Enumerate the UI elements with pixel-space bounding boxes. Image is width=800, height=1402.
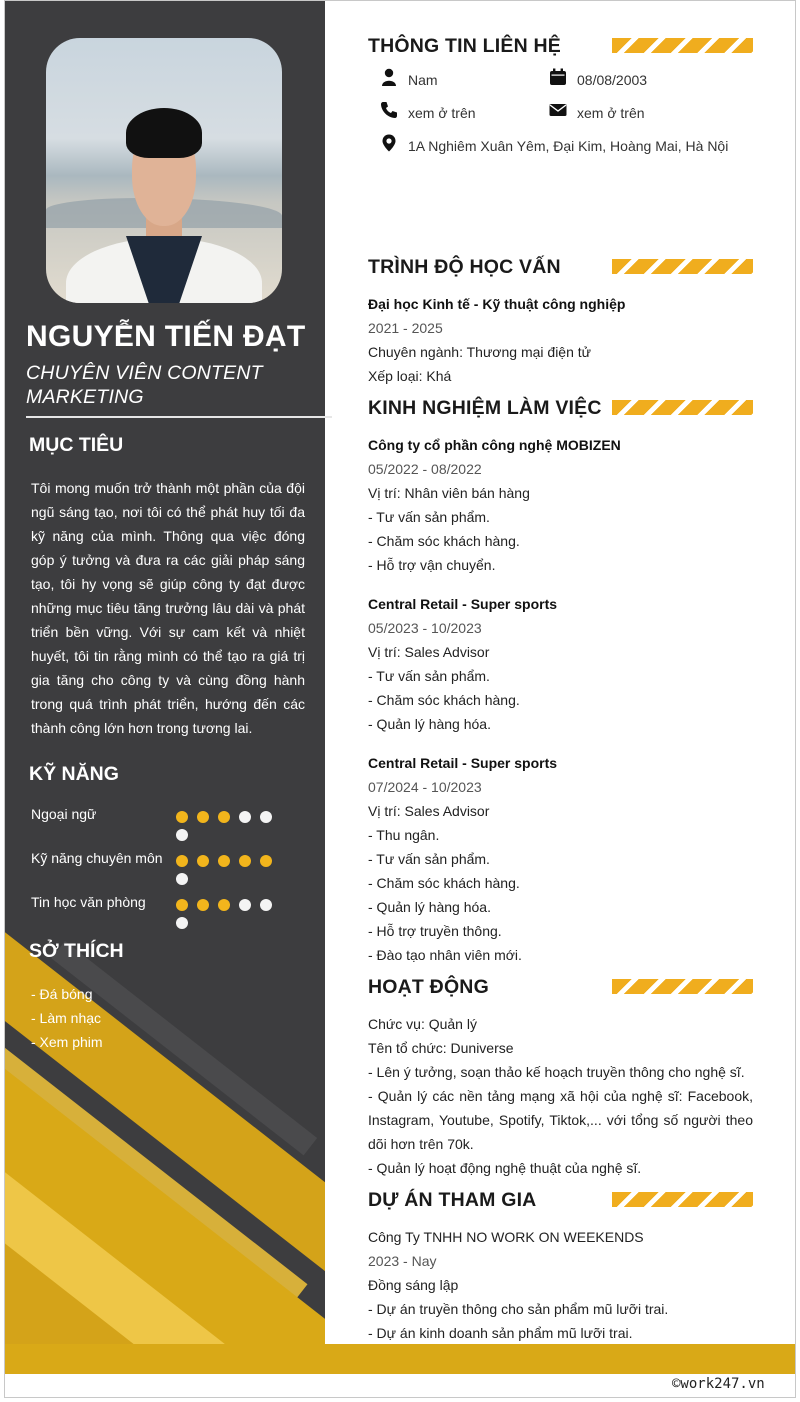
- skill-row: [31, 894, 301, 914]
- projects-block: [368, 1225, 753, 1345]
- rating-dot-filled: [260, 855, 272, 867]
- job-company: Central Retail - Super sports: [368, 755, 558, 771]
- hobby-item: - Đá bóng: [31, 986, 93, 1002]
- contact-phone: xem ở trên: [408, 105, 476, 121]
- rating-dot-filled: [218, 899, 230, 911]
- activity-item: - Lên ý tưởng, soạn thảo kế hoạch truyền thông cho nghệ sĩ.: [368, 1064, 745, 1080]
- job-task: - Quản lý hàng hóa.: [368, 716, 491, 732]
- rating-dot-filled: [197, 899, 209, 911]
- skill-rating: [176, 855, 301, 867]
- skill-row: [31, 850, 301, 870]
- sidebar-divider: [26, 416, 332, 418]
- experience-job: [368, 433, 753, 577]
- job-company: Central Retail - Super sports: [368, 596, 558, 612]
- objective-heading: MỤC TIÊU: [29, 434, 124, 456]
- skill-label: Ngoại ngữ: [31, 806, 97, 822]
- activity-item: - Quản lý hoạt động nghệ thuật của nghệ sĩ.: [368, 1160, 642, 1176]
- project-role: Đồng sáng lập: [368, 1277, 459, 1293]
- job-period: 05/2023 - 10/2023: [368, 620, 482, 636]
- hobby-item: - Làm nhạc: [31, 1010, 102, 1026]
- skill-row: [31, 806, 301, 826]
- rating-dot-empty: [239, 811, 251, 823]
- job-task: - Thu ngân.: [368, 827, 440, 843]
- rating-dot-empty: [176, 829, 188, 841]
- rating-dot-filled: [176, 811, 188, 823]
- candidate-name: NGUYỄN TIẾN ĐẠT: [26, 320, 306, 353]
- education-heading: TRÌNH ĐỘ HỌC VẤN: [368, 256, 561, 278]
- job-task: - Quản lý hàng hóa.: [368, 899, 491, 915]
- skills-heading: KỸ NĂNG: [29, 763, 119, 785]
- project-item: - Dự án kinh doanh sản phẩm mũ lưỡi trai.: [368, 1325, 633, 1341]
- job-task: - Chăm sóc khách hàng.: [368, 875, 520, 891]
- location-pin-icon: [380, 134, 398, 152]
- project-item: - Dự án truyền thông cho sản phẩm mũ lưỡi trai.: [368, 1301, 669, 1317]
- watermark: ©work247.vn: [672, 1376, 765, 1392]
- rating-dot-empty: [260, 811, 272, 823]
- job-task: - Tư vấn sản phẩm.: [368, 509, 490, 525]
- job-task: - Tư vấn sản phẩm.: [368, 668, 490, 684]
- heading-stripe: [612, 979, 753, 994]
- rating-dot-empty: [260, 899, 272, 911]
- education-major: Chuyên ngành: Thương mại điện tử: [368, 344, 592, 360]
- job-task: - Hỗ trợ truyền thông.: [368, 923, 502, 939]
- activity-item: - Quản lý các nền tảng mạng xã hội của nghệ sĩ: Facebook, Instagram, Youtube, Spotify, Tiktok,... với tổng số người theo dõi hơn trên 70k.: [368, 1088, 753, 1152]
- projects-heading: DỰ ÁN THAM GIA: [368, 1189, 537, 1211]
- rating-dot-empty: [176, 917, 188, 929]
- job-position: Vị trí: Nhân viên bán hàng: [368, 485, 530, 501]
- contact-gender: Nam: [408, 72, 438, 88]
- education-period: 2021 - 2025: [368, 320, 443, 336]
- skill-rating: [176, 899, 301, 911]
- skill-rating: [176, 811, 301, 823]
- experience-job: [368, 592, 753, 736]
- job-task: - Chăm sóc khách hàng.: [368, 533, 520, 549]
- contact-birthday: 08/08/2003: [577, 72, 648, 88]
- experience-job: [368, 751, 753, 967]
- skill-label: Kỹ năng chuyên môn: [31, 850, 163, 866]
- bottom-band: [5, 1344, 795, 1374]
- profile-photo: [46, 38, 282, 303]
- job-period: 07/2024 - 10/2023: [368, 779, 482, 795]
- contact-heading: THÔNG TIN LIÊN HỆ: [368, 35, 561, 57]
- rating-dot-filled: [197, 855, 209, 867]
- objective-text: Tôi mong muốn trở thành một phần của đội ngũ sáng tạo, nơi tôi có thể phát huy tối đa kỹ năng của mình. Thông qua việc đóng góp ý tưởng và đưa ra các giải pháp sáng tạo, tôi hy vọng sẽ giúp công ty đạt được những mục tiêu tăng trưởng lâu dài và phát triển bền vững. Với sự cam kết và nhiệt huyết, tôi tin rằng mình có thể tạo ra giá trị gia tăng cho công ty và cùng đồng hành trong quá trình phát triển, hướng đến các thành công lớn hơn trong tương lai.: [31, 480, 305, 736]
- heading-stripe: [612, 259, 753, 274]
- contact-email: xem ở trên: [577, 105, 645, 121]
- project-company: Công Ty TNHH NO WORK ON WEEKENDS: [368, 1229, 644, 1245]
- activity-role: Chức vụ: Quản lý: [368, 1016, 477, 1032]
- rating-dot-empty: [176, 873, 188, 885]
- rating-dot-filled: [176, 899, 188, 911]
- hobbies-list: [31, 982, 291, 1054]
- heading-stripe: [612, 38, 753, 53]
- user-icon: [380, 68, 398, 86]
- experience-heading: KINH NGHIỆM LÀM VIỆC: [368, 397, 602, 419]
- job-task: - Hỗ trợ vận chuyển.: [368, 557, 496, 573]
- heading-stripe: [612, 400, 753, 415]
- rating-dot-filled: [176, 855, 188, 867]
- job-task: - Đào tạo nhân viên mới.: [368, 947, 522, 963]
- job-task: - Tư vấn sản phẩm.: [368, 851, 490, 867]
- education-rank: Xếp loại: Khá: [368, 368, 452, 384]
- rating-dot-filled: [218, 855, 230, 867]
- email-icon: [549, 101, 567, 119]
- job-task: - Chăm sóc khách hàng.: [368, 692, 520, 708]
- phone-icon: [380, 101, 398, 119]
- activities-heading: HOẠT ĐỘNG: [368, 976, 489, 998]
- job-company: Công ty cổ phần công nghệ MOBIZEN: [368, 437, 621, 453]
- activity-org: Tên tổ chức: Duniverse: [368, 1040, 514, 1056]
- job-position: Vị trí: Sales Advisor: [368, 803, 490, 819]
- activities-block: [368, 1012, 753, 1180]
- rating-dot-filled: [218, 811, 230, 823]
- project-period: 2023 - Nay: [368, 1253, 437, 1269]
- education-block: [368, 292, 753, 388]
- job-position: Vị trí: Sales Advisor: [368, 644, 490, 660]
- calendar-icon: [549, 68, 567, 86]
- rating-dot-filled: [239, 855, 251, 867]
- hobby-item: - Xem phim: [31, 1034, 103, 1050]
- contact-address: 1A Nghiêm Xuân Yêm, Đại Kim, Hoàng Mai, Hà Nội: [408, 138, 729, 154]
- hobbies-heading: SỞ THÍCH: [29, 940, 124, 962]
- rating-dot-empty: [239, 899, 251, 911]
- job-period: 05/2022 - 08/2022: [368, 461, 482, 477]
- skill-label: Tin học văn phòng: [31, 894, 146, 910]
- job-title: CHUYÊN VIÊN CONTENT MARKETING: [26, 362, 263, 408]
- rating-dot-filled: [197, 811, 209, 823]
- education-school: Đại học Kinh tế - Kỹ thuật công nghiệp: [368, 296, 626, 312]
- heading-stripe: [612, 1192, 753, 1207]
